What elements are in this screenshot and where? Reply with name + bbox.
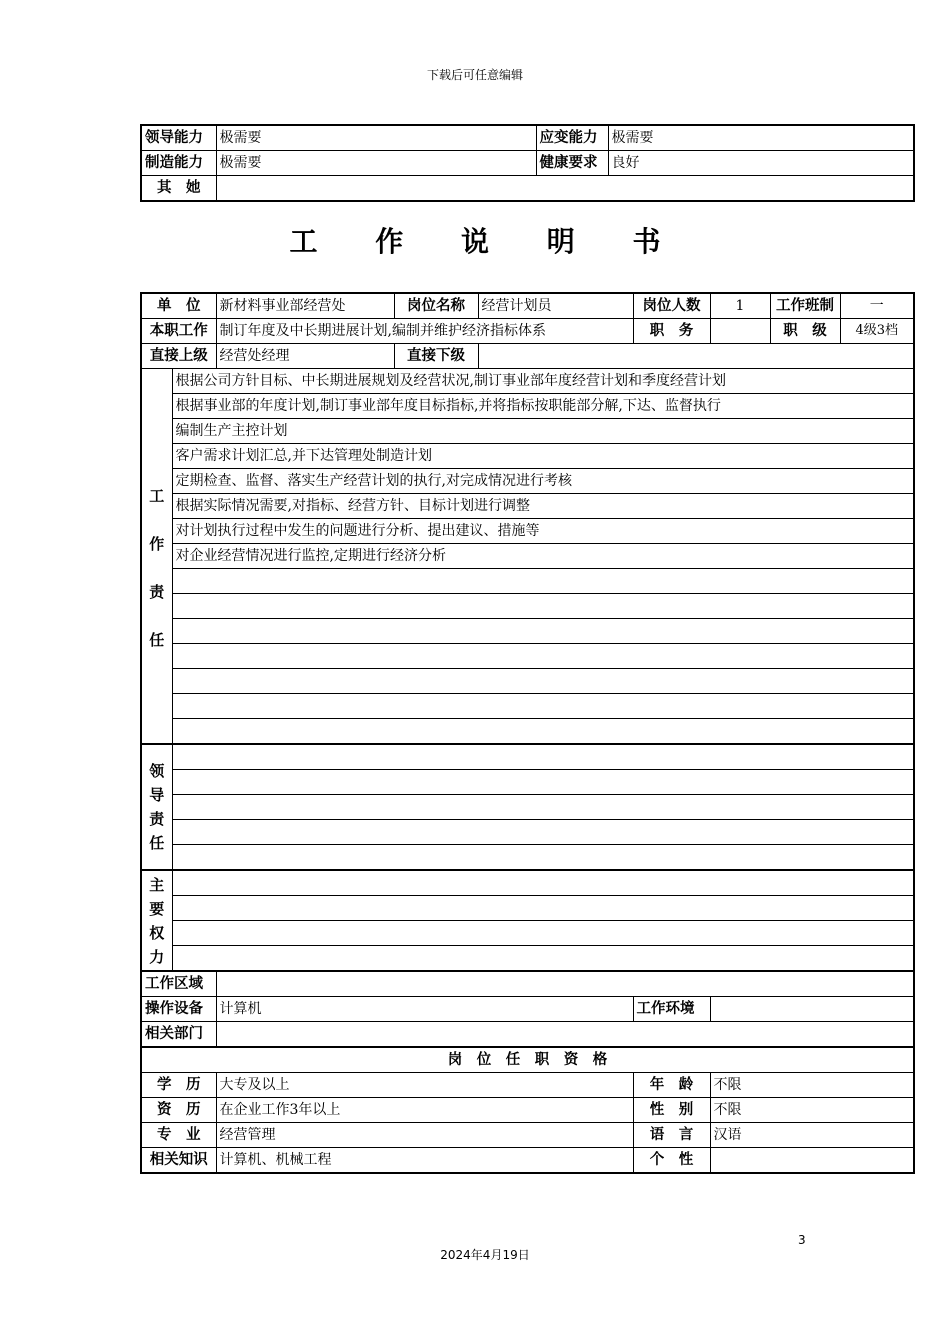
- duty-value: 制订年度及中长期进展计划,编制并维护经济指标体系: [216, 319, 633, 344]
- footer-date: 2024年4月19日: [440, 1248, 530, 1262]
- duty-label: 本职工作: [141, 319, 216, 344]
- other-value: [216, 176, 914, 202]
- authority-item: [172, 870, 914, 896]
- personality-value: [710, 1148, 914, 1174]
- leadership-item: [172, 845, 914, 871]
- superior-label: 直接上级: [141, 344, 216, 369]
- leadership-item: [172, 744, 914, 770]
- leadership-item: [172, 770, 914, 795]
- departments-label: 相关部门: [141, 1022, 216, 1048]
- authority-section: [141, 870, 914, 971]
- responsibilities-label: 工 作 责 任: [141, 369, 172, 745]
- leadership-ability-label: 领导能力: [141, 125, 216, 151]
- responsibility-item: [172, 644, 914, 669]
- unit-label: 单 位: [141, 293, 216, 319]
- leadership-item: [172, 795, 914, 820]
- leadership-section: [141, 744, 914, 870]
- experience-label: 资 历: [141, 1098, 216, 1123]
- responsibility-item: 对企业经营情况进行监控,定期进行经济分析: [172, 544, 914, 569]
- position-value: [710, 319, 770, 344]
- position-label: 职 务: [633, 319, 710, 344]
- qualification-heading: 岗 位 任 职 资 格: [141, 1047, 914, 1073]
- responsibility-item: 编制生产主控计划: [172, 419, 914, 444]
- responsibility-item: [172, 669, 914, 694]
- knowledge-label: 相关知识: [141, 1148, 216, 1174]
- headcount-value: 1: [710, 293, 770, 319]
- manufacturing-ability-label: 制造能力: [141, 151, 216, 176]
- responsibility-item: [172, 619, 914, 644]
- unit-value: 新材料事业部经营处: [216, 293, 394, 319]
- equipment-value: 计算机: [216, 997, 633, 1022]
- page-number: 3: [798, 1233, 806, 1247]
- gender-label: 性 别: [633, 1098, 710, 1123]
- job-description-table: [140, 292, 915, 1174]
- responsibility-item: 定期检查、监督、落实生产经营计划的执行,对完成情况进行考核: [172, 469, 914, 494]
- superior-value: 经营处经理: [216, 344, 394, 369]
- experience-value: 在企业工作3年以上: [216, 1098, 633, 1123]
- authority-item: [172, 896, 914, 921]
- shift-value: 一: [840, 293, 914, 319]
- grade-value: 4级3档: [840, 319, 914, 344]
- responsibility-item: [172, 694, 914, 719]
- responsibility-item: 客户需求计划汇总,并下达管理处制造计划: [172, 444, 914, 469]
- ability-table: [140, 124, 915, 202]
- health-label: 健康要求: [536, 151, 608, 176]
- responsibility-item: [172, 719, 914, 745]
- header-note: 下载后可任意编辑: [426, 68, 523, 82]
- post-name-label: 岗位名称: [394, 293, 478, 319]
- document-title: 工 作 说 明 书: [289, 225, 685, 258]
- language-value: 汉语: [710, 1123, 914, 1148]
- major-label: 专 业: [141, 1123, 216, 1148]
- responsibility-item: 根据实际情况需要,对指标、经营方针、目标计划进行调整: [172, 494, 914, 519]
- language-label: 语 言: [633, 1123, 710, 1148]
- subordinate-value: [478, 344, 914, 369]
- shift-label: 工作班制: [770, 293, 840, 319]
- responsibility-item: 对计划执行过程中发生的问题进行分析、提出建议、措施等: [172, 519, 914, 544]
- work-area-label: 工作区域: [141, 971, 216, 997]
- departments-value: [216, 1022, 914, 1048]
- authority-item: [172, 921, 914, 946]
- responsibility-item: 根据公司方针目标、中长期进展规划及经营状况,制订事业部年度经营计划和季度经营计划: [172, 369, 914, 394]
- responsibility-item: 根据事业部的年度计划,制订事业部年度目标指标,并将指标按职能部分解,下达、监督执行: [172, 394, 914, 419]
- education-value: 大专及以上: [216, 1073, 633, 1098]
- responsibility-item: [172, 594, 914, 619]
- work-area-value: [216, 971, 914, 997]
- responsibility-item: [172, 569, 914, 594]
- environment-value: [710, 997, 914, 1022]
- leadership-item: [172, 820, 914, 845]
- personality-label: 个 性: [633, 1148, 710, 1174]
- manufacturing-ability-value: 极需要: [216, 151, 536, 176]
- leadership-label: 领 导 责 任: [141, 744, 172, 870]
- responsibilities-section: [141, 369, 914, 745]
- health-value: 良好: [608, 151, 914, 176]
- leadership-ability-value: 极需要: [216, 125, 536, 151]
- gender-value: 不限: [710, 1098, 914, 1123]
- equipment-label: 操作设备: [141, 997, 216, 1022]
- major-value: 经营管理: [216, 1123, 633, 1148]
- other-label: 其 她: [141, 176, 216, 202]
- authority-item: [172, 946, 914, 972]
- age-label: 年 龄: [633, 1073, 710, 1098]
- age-value: 不限: [710, 1073, 914, 1098]
- environment-label: 工作环境: [633, 997, 710, 1022]
- knowledge-value: 计算机、机械工程: [216, 1148, 633, 1174]
- grade-label: 职 级: [770, 319, 840, 344]
- adaptability-value: 极需要: [608, 125, 914, 151]
- adaptability-label: 应变能力: [536, 125, 608, 151]
- authority-label: 主 要 权 力: [141, 870, 172, 971]
- subordinate-label: 直接下级: [394, 344, 478, 369]
- education-label: 学 历: [141, 1073, 216, 1098]
- post-name-value: 经营计划员: [478, 293, 633, 319]
- headcount-label: 岗位人数: [633, 293, 710, 319]
